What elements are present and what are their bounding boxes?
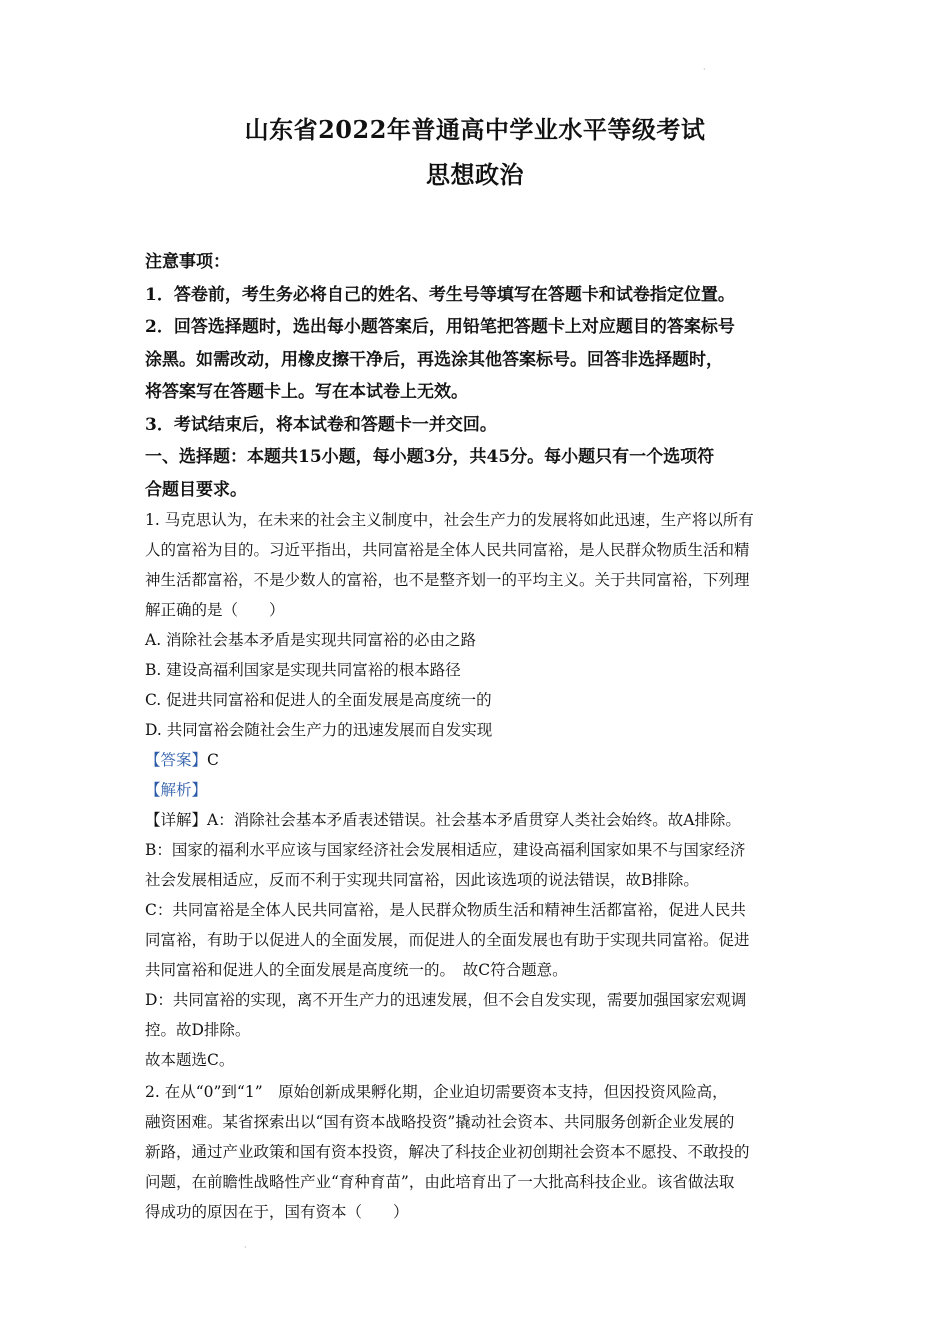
q2-stem-line-3: 新路，通过产业政策和国有资本投资，解决了科技企业初创期社会资本不愿投、不敢投的 <box>145 1143 750 1161</box>
q1-detail-c-line-3: 共同富裕和促进人的全面发展是高度统一的。 故C符合题意。 <box>145 961 568 979</box>
page-mark-bottom: · <box>244 1243 247 1252</box>
q1-detail-b-line-2: 社会发展相适应，反而不利于实现共同富裕，因此该选项的说法错误，故B排除。 <box>145 871 699 889</box>
q2-stem-line-1: 2. 在从“0”到“1” 原始创新成果孵化期，企业迫切需要资本支持，但因投资风险高， <box>145 1083 728 1101</box>
detail-a-text: A：消除社会基本矛盾表述错误。社会基本矛盾贯穿人类社会始终。故A排除。 <box>207 811 741 829</box>
q1-option-c: C. 促进共同富裕和促进人的全面发展是高度统一的 <box>145 691 492 709</box>
q1-detail-a <box>145 805 810 835</box>
q1-detail-c-line-2: 同富裕，有助于以促进人的全面发展，而促进人的全面发展也有助于实现共同富裕。促进 <box>145 931 750 949</box>
questions-section <box>145 505 810 1227</box>
q1-stem-line-1: 1. 马克思认为，在未来的社会主义制度中，社会生产力的发展将如此迅速，生产将以所有 <box>145 511 754 529</box>
q1-detail-d-line-2: 控。故D排除。 <box>145 1021 251 1039</box>
q2-stem-line-2: 融资困难。某省探索出以“国有资本战略投资”撬动社会资本、共同服务创新企业发展的 <box>145 1113 735 1131</box>
section-heading-line-2: 合题目要求。 <box>145 479 247 500</box>
analysis-label: 【解析】 <box>145 781 208 799</box>
answer-value: C <box>207 751 219 769</box>
q1-stem-line-4: 解正确的是（ ） <box>145 601 285 619</box>
exam-title: 山东省2022年普通高中学业水平等级考试 <box>244 115 706 144</box>
notice-item-3: 3．考试结束后，将本试卷和答题卡一并交回。 <box>145 414 497 435</box>
q2-stem-line-5: 得成功的原因在于，国有资本（ ） <box>145 1203 409 1221</box>
notice-item-2-line-3: 将答案写在答题卡上。写在本试卷上无效。 <box>145 382 468 402</box>
detail-label: 【详解】 <box>145 811 208 829</box>
q1-option-b: B. 建设高福利国家是实现共同富裕的根本路径 <box>145 661 461 679</box>
q1-answer <box>145 745 810 775</box>
section-heading-line-1: 一、选择题：本题共15小题，每小题3分，共45分。每小题只有一个选项符 <box>145 447 715 467</box>
q1-option-a: A. 消除社会基本矛盾是实现共同富裕的必由之路 <box>145 631 477 649</box>
q2-stem-line-4: 问题，在前瞻性战略性产业“育种育苗”，由此培育出了一大批高科技企业。该省做法取 <box>145 1173 735 1191</box>
exam-subject: 思想政治 <box>426 160 524 189</box>
question-2 <box>145 1077 810 1227</box>
q1-stem-line-3: 神生活都富裕，不是少数人的富裕，也不是整齐划一的平均主义。关于共同富裕，下列理 <box>145 571 750 589</box>
question-1 <box>145 505 810 1075</box>
notice-item-2-line-1: 2．回答选择题时，选出每小题答案后，用铅笔把答题卡上对应题目的答案标号 <box>145 317 735 337</box>
page-mark-top: · <box>703 65 706 74</box>
q1-conclusion: 故本题选C。 <box>145 1051 235 1069</box>
q1-detail-c-line-1: C：共同富裕是全体人民共同富裕，是人民群众物质生活和精神生活都富裕，促进人民共 <box>145 901 746 919</box>
notice-section <box>145 246 810 506</box>
q1-detail-d-line-1: D：共同富裕的实现，离不开生产力的迅速发展，但不会自发实现，需要加强国家宏观调 <box>145 991 747 1009</box>
notice-item-2-line-2: 涂黑。如需改动，用橡皮擦干净后，再选涂其他答案标号。回答非选择题时， <box>145 349 723 370</box>
q1-stem-line-2: 人的富裕为目的。习近平指出，共同富裕是全体人民共同富裕，是人民群众物质生活和精 <box>145 541 750 559</box>
notice-item-1: 1．答卷前，考生务必将自己的姓名、考生号等填写在答题卡和试卷指定位置。 <box>145 284 735 305</box>
q1-detail-b-line-1: B：国家的福利水平应该与国家经济社会发展相适应，建设高福利国家如果不与国家经济 <box>145 841 746 859</box>
q1-option-d: D. 共同富裕会随社会生产力的迅速发展而自发实现 <box>145 721 493 739</box>
notice-heading: 注意事项： <box>145 252 230 272</box>
answer-label: 【答案】 <box>145 751 208 769</box>
